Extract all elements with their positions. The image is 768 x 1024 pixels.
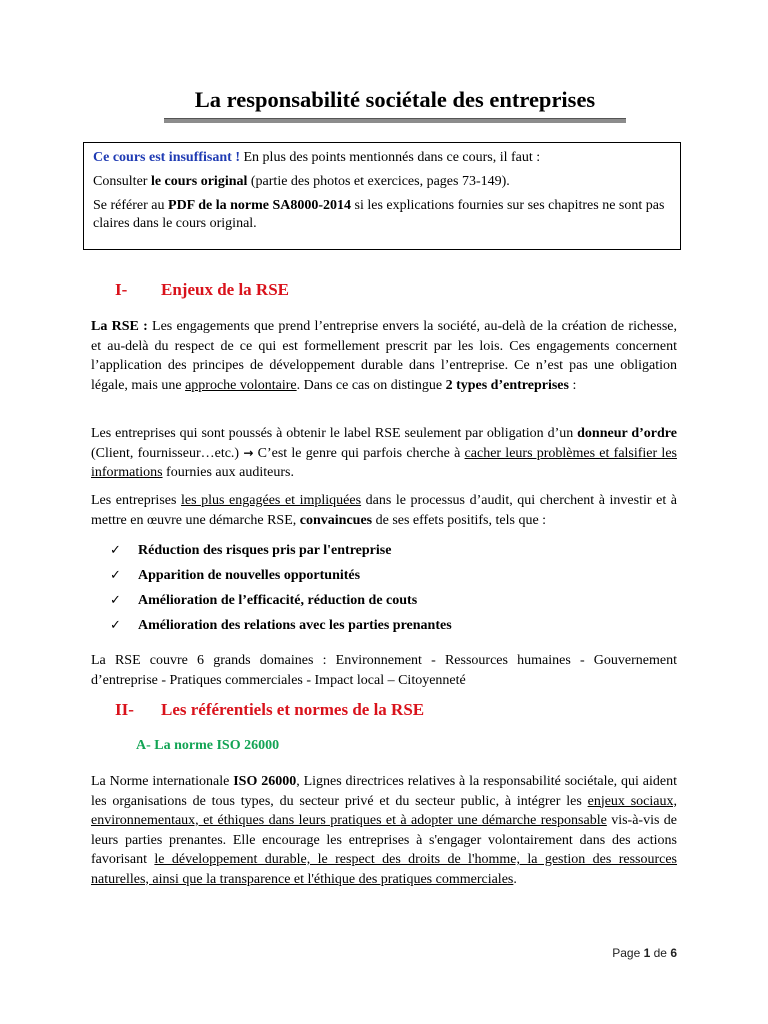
current-page: 1 [643, 946, 651, 960]
footer-label: Page [612, 946, 644, 960]
text: , Lignes directrices relatives à la responsabilité sociétale, qui aident les organisations de tous types, du secteur privé et du secteur public, à intégrer les [91, 774, 678, 809]
subsection-heading-a: A- La norme ISO 26000 [136, 738, 280, 753]
benefits-list [110, 538, 670, 638]
page-number-footer [612, 946, 677, 960]
notice-line-3 [93, 197, 671, 233]
notice-text: Se référer au [93, 198, 169, 213]
list-item [110, 538, 670, 563]
text: . Dans ce cas on distingue [296, 377, 446, 393]
text: : [568, 377, 577, 393]
section-number: I- [115, 280, 128, 299]
arrow-icon: → [243, 445, 254, 460]
text: . [513, 871, 517, 887]
paragraph-type-1 [91, 424, 677, 483]
list-item-text: Amélioration des relations avec les parties prenantes [138, 617, 452, 633]
text: (Client, fournisseur…etc.) [91, 445, 244, 461]
page-title: La responsabilité sociétale des entreprises [194, 87, 596, 112]
footer-label: de [650, 946, 671, 960]
notice-warning: Ce cours est insuffisant ! [93, 150, 240, 165]
bold-text: convaincues [299, 512, 373, 528]
notice-text: (partie des photos et exercices, pages 73-149). [247, 174, 510, 189]
section-title: Enjeux de la RSE [161, 280, 289, 299]
list-item-text: Réduction des risques pris par l'entreprise [138, 542, 392, 558]
notice-bold: PDF de la norme SA8000-2014 [168, 198, 352, 213]
list-item [110, 588, 670, 613]
notice-bold: le cours original [150, 174, 248, 189]
section-number: II- [115, 700, 134, 719]
notice-box [83, 142, 681, 250]
notice-line-1 [93, 149, 671, 167]
list-item [110, 613, 670, 638]
underlined-text: approche volontaire [185, 377, 297, 393]
text: Les entreprises qui sont poussés à obtenir le label RSE seulement par obligation d’un [91, 426, 578, 441]
check-icon: ✓ [110, 542, 121, 558]
text: dans le processus d’audit, qui cherchent à investir et à mettre en œuvre une démarche RSE, [91, 493, 678, 528]
list-item [110, 563, 670, 588]
paragraph-domains: La RSE couvre 6 grands domaines : Environnement - Ressources humaines - Gouvernement d’entreprise - Pratiques commerciales - Impact local – Citoyenneté [91, 653, 677, 688]
underlined-text: cacher leurs problèmes et falsifier les informations [91, 445, 677, 480]
text: fournies aux auditeurs. [162, 465, 294, 480]
text: Les engagements que prend l’entreprise envers la société, au-delà de la création de richesse, et au-delà du respect de ce qui est formellement prescrit par les lois. Ces engagements concernent l’application des principes de développement durable dans l’entreprise. Ce n’est pas une obligation légale, mais une [91, 319, 677, 393]
paragraph-type-2 [91, 491, 677, 530]
notice-text: Consulter [93, 174, 151, 189]
underlined-text: le développement durable, le respect des droits de l'homme, la gestion des ressources naturelles, ainsi que la transparence et l'éthique des pratiques commerciales [91, 852, 678, 887]
check-icon: ✓ [110, 617, 121, 633]
check-icon: ✓ [110, 592, 121, 608]
section-title: Les référentiels et normes de la RSE [161, 700, 425, 719]
underlined-text: enjeux sociaux, environnementaux, et éthiques dans leurs pratiques et à adopter une démarche responsable [91, 793, 677, 828]
text: vis-à-vis de leurs parties prenantes. Elle encourage les entreprises à s'engager volontairement dans des actions favorisant [91, 813, 677, 867]
paragraph-rse-definition [91, 317, 677, 395]
section-heading-1 [115, 279, 289, 301]
check-icon: ✓ [110, 567, 121, 583]
term: La RSE : [91, 319, 148, 334]
underlined-text: les plus engagées et impliquées [181, 493, 362, 508]
paragraph-iso-26000 [91, 772, 677, 889]
list-item-text: Amélioration de l’efficacité, réduction de couts [138, 592, 418, 608]
notice-text: En plus des points mentionnés dans ce cours, il faut : [240, 150, 541, 165]
bold-text: 2 types d’entreprises [445, 377, 569, 393]
bold-text: donneur d’ordre [577, 426, 677, 441]
bold-text: ISO 26000 [233, 774, 297, 789]
text: C’est le genre qui parfois cherche à [253, 445, 465, 461]
list-item-text: Apparition de nouvelles opportunités [138, 567, 361, 583]
notice-line-2 [93, 173, 671, 191]
text: de ses effets positifs, tels que : [372, 512, 547, 528]
text: Les entreprises [91, 493, 182, 508]
title-underline [164, 118, 626, 123]
section-heading-2 [115, 699, 424, 721]
notice-text: si les explications fournies sur ses chapitres ne sont pas claires dans le cours original. [93, 198, 665, 231]
total-pages: 6 [670, 946, 677, 960]
text: La Norme internationale [91, 774, 234, 789]
